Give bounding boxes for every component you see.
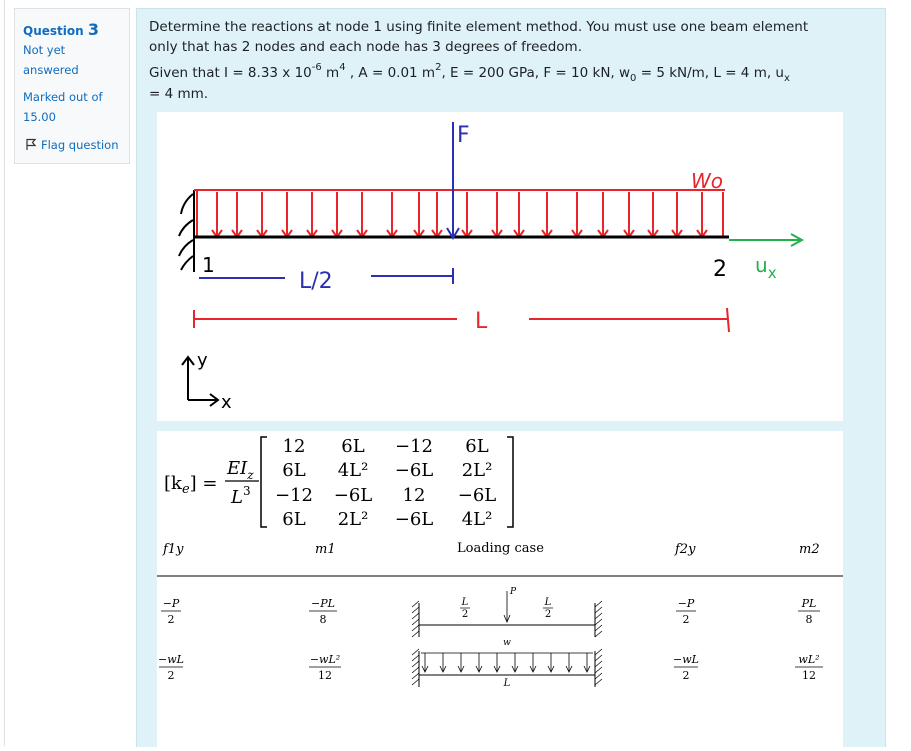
svg-text:12: 12 xyxy=(318,669,332,682)
svg-text:−wL²: −wL² xyxy=(309,653,341,666)
length-dimension xyxy=(194,308,729,332)
distributed-load xyxy=(194,190,725,237)
force-label: F xyxy=(457,123,470,148)
question-text-line-1: Determine the reactions at node 1 using finite element method. You must use one beam element xyxy=(149,19,809,35)
svg-text:m1: m1 xyxy=(315,542,336,557)
svg-text:6L: 6L xyxy=(465,436,489,457)
ux-label: $u_x$ xyxy=(755,253,777,282)
svg-text:L: L xyxy=(461,597,469,608)
svg-text:Loading case: Loading case xyxy=(457,541,544,556)
flag-question-link[interactable]: Flag question xyxy=(25,138,119,152)
marked-line-1: Marked out of xyxy=(23,90,103,104)
svg-text:−wL: −wL xyxy=(158,653,184,666)
axis-y-label: y xyxy=(197,350,208,371)
svg-text:−6L: −6L xyxy=(457,485,497,506)
coef-numerator: $EI_z$ xyxy=(227,458,254,482)
flag-icon xyxy=(25,138,37,151)
svg-text:12: 12 xyxy=(402,485,426,506)
load-label: Wo xyxy=(691,169,724,193)
question-text-line-4: = 4 mm. xyxy=(149,86,209,102)
svg-text:8: 8 xyxy=(319,613,327,626)
formula-image xyxy=(157,431,843,747)
svg-text:−12: −12 xyxy=(395,436,433,457)
svg-text:−wL: −wL xyxy=(673,653,699,666)
stiffness-matrix xyxy=(275,436,496,530)
node-2-label: 2 xyxy=(713,257,727,282)
svg-text:f1y: f1y xyxy=(163,542,184,557)
beam-sketch xyxy=(157,112,843,421)
axis-x-label: x xyxy=(221,392,232,413)
svg-text:2: 2 xyxy=(682,613,690,626)
svg-text:2: 2 xyxy=(167,669,175,682)
svg-text:wL²: wL² xyxy=(798,653,820,666)
length-label: L xyxy=(475,309,488,334)
svg-text:PL: PL xyxy=(801,597,817,610)
point-load-diagram xyxy=(412,591,602,637)
svg-text:2: 2 xyxy=(682,669,690,682)
svg-text:−6L: −6L xyxy=(394,460,434,481)
svg-text:2: 2 xyxy=(167,613,175,626)
svg-text:6L: 6L xyxy=(282,460,306,481)
marked-line-2: 15.00 xyxy=(23,110,56,124)
svg-text:−6L: −6L xyxy=(394,509,434,530)
svg-text:L: L xyxy=(503,678,511,689)
fef-row-distributed-load xyxy=(158,638,823,689)
node-1-label: 1 xyxy=(202,253,215,277)
svg-text:6L: 6L xyxy=(341,436,365,457)
question-text-line-2: only that has 2 nodes and each node has 3 degrees of freedom. xyxy=(149,39,582,55)
svg-text:−6L: −6L xyxy=(333,485,373,506)
svg-text:12: 12 xyxy=(282,436,306,457)
status-line-2: answered xyxy=(23,63,79,77)
svg-text:P: P xyxy=(509,587,517,597)
matrix-left-bracket xyxy=(261,437,267,527)
svg-text:2L²: 2L² xyxy=(337,509,369,530)
fef-row-point-load xyxy=(161,587,820,626)
svg-text:w: w xyxy=(503,638,511,648)
svg-text:8: 8 xyxy=(805,613,813,626)
stiffness-lhs: $[k_e]$ = xyxy=(164,473,218,497)
matrix-right-bracket xyxy=(507,437,513,527)
fixed-support-hatch xyxy=(179,190,194,272)
svg-text:−12: −12 xyxy=(275,485,313,506)
ux-arrow xyxy=(729,234,802,246)
beam-sketch-image xyxy=(157,112,843,421)
status-line-1: Not yet xyxy=(23,43,66,57)
svg-text:f2y: f2y xyxy=(675,542,696,557)
svg-text:m2: m2 xyxy=(799,542,820,557)
svg-text:2: 2 xyxy=(461,609,469,620)
svg-text:L: L xyxy=(544,597,552,608)
question-number: Question 3 xyxy=(23,20,99,39)
svg-text:4L²: 4L² xyxy=(337,460,369,481)
svg-text:−P: −P xyxy=(162,597,180,610)
svg-text:−PL: −PL xyxy=(311,597,335,610)
svg-text:6L: 6L xyxy=(282,509,306,530)
stiffness-matrix-and-table xyxy=(157,431,843,747)
svg-text:12: 12 xyxy=(802,669,816,682)
half-length-label: L/2 xyxy=(299,269,333,294)
question-content xyxy=(136,8,886,747)
question-text-line-3: Given that I = 8.33 x $10^{-6}$ $m^4$ , A = 0.01 $m^2$, E = 200 GPa, F = 10 kN, $w_0 = 5$ kN/m, L = 4 m, $u_x$ xyxy=(149,62,790,84)
coef-denominator: $L^3$ xyxy=(231,484,251,508)
question-info-box xyxy=(14,8,130,164)
fef-table-header xyxy=(162,541,820,557)
svg-text:−P: −P xyxy=(677,597,695,610)
svg-text:2L²: 2L² xyxy=(461,460,493,481)
svg-text:4L²: 4L² xyxy=(461,509,493,530)
svg-text:2: 2 xyxy=(544,609,552,620)
